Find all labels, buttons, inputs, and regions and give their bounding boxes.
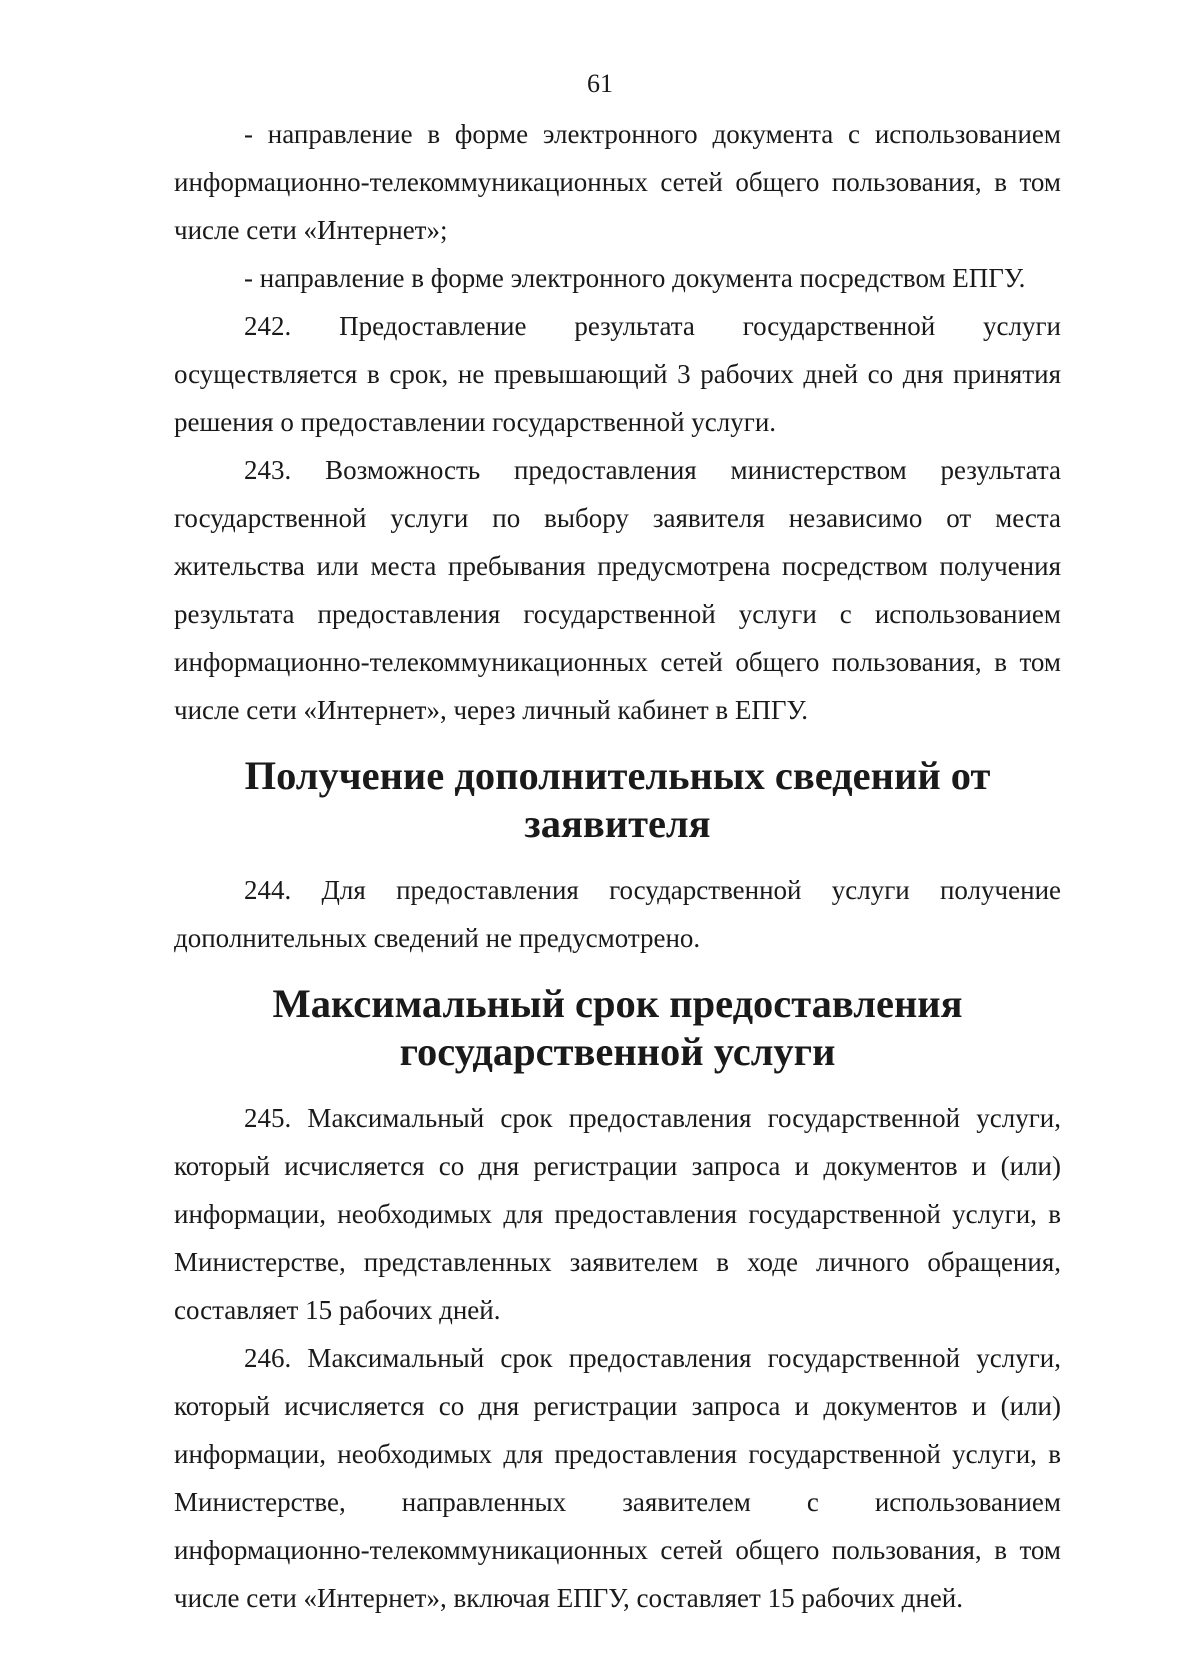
section-heading-max-term: Максимальный срок предоставления государственной услуги [272,981,963,1074]
paragraph-245: 245. Максимальный срок предоставления государственной услуги, который исчисляется со дня регистрации запроса и документов и (или) информации, необходимых для предоставления государственной услуги, в Министерстве, представленных заявителем в ходе личного обращения, составляет 15 рабочих дней. [174,1103,1061,1325]
page-number: 61 [587,69,613,98]
paragraph-243: 243. Возможность предоставления министерством результата государственной услуги по выбору заявителя независимо от места жительства или места пребывания предусмотрена посредством получения результата предоставления государственной услуги с использованием информационно-телекоммуникационных сетей общего пользования, в том числе сети «Интернет», через личный кабинет в ЕПГУ. [174,455,1061,725]
paragraph-242: 242. Предоставление результата государственной услуги осуществляется в срок, не превышающий 3 рабочих дней со дня принятия решения о предоставлении государственной услуги. [174,311,1061,437]
paragraph-epgu-delivery: - направление в форме электронного документа посредством ЕПГУ. [244,263,1026,293]
section-heading-additional-info: Получение дополнительных сведений от заявителя [244,753,991,846]
paragraph-246: 246. Максимальный срок предоставления государственной услуги, который исчисляется со дня регистрации запроса и документов и (или) информации, необходимых для предоставления государственной услуги, в Министерстве, направленных заявителем с использованием информационно-телекоммуникационных сетей общего пользования, в том числе сети «Интернет», включая ЕПГУ, составляет 15 рабочих дней. [174,1343,1061,1613]
paragraph-electronic-document: - направление в форме электронного документа с использованием информационно-телекоммуникационных сетей общего пользования, в том числе сети «Интернет»; [174,119,1061,245]
paragraph-244: 244. Для предоставления государственной услуги получение дополнительных сведений не предусмотрено. [174,875,1061,953]
document-body [174,110,1061,1622]
